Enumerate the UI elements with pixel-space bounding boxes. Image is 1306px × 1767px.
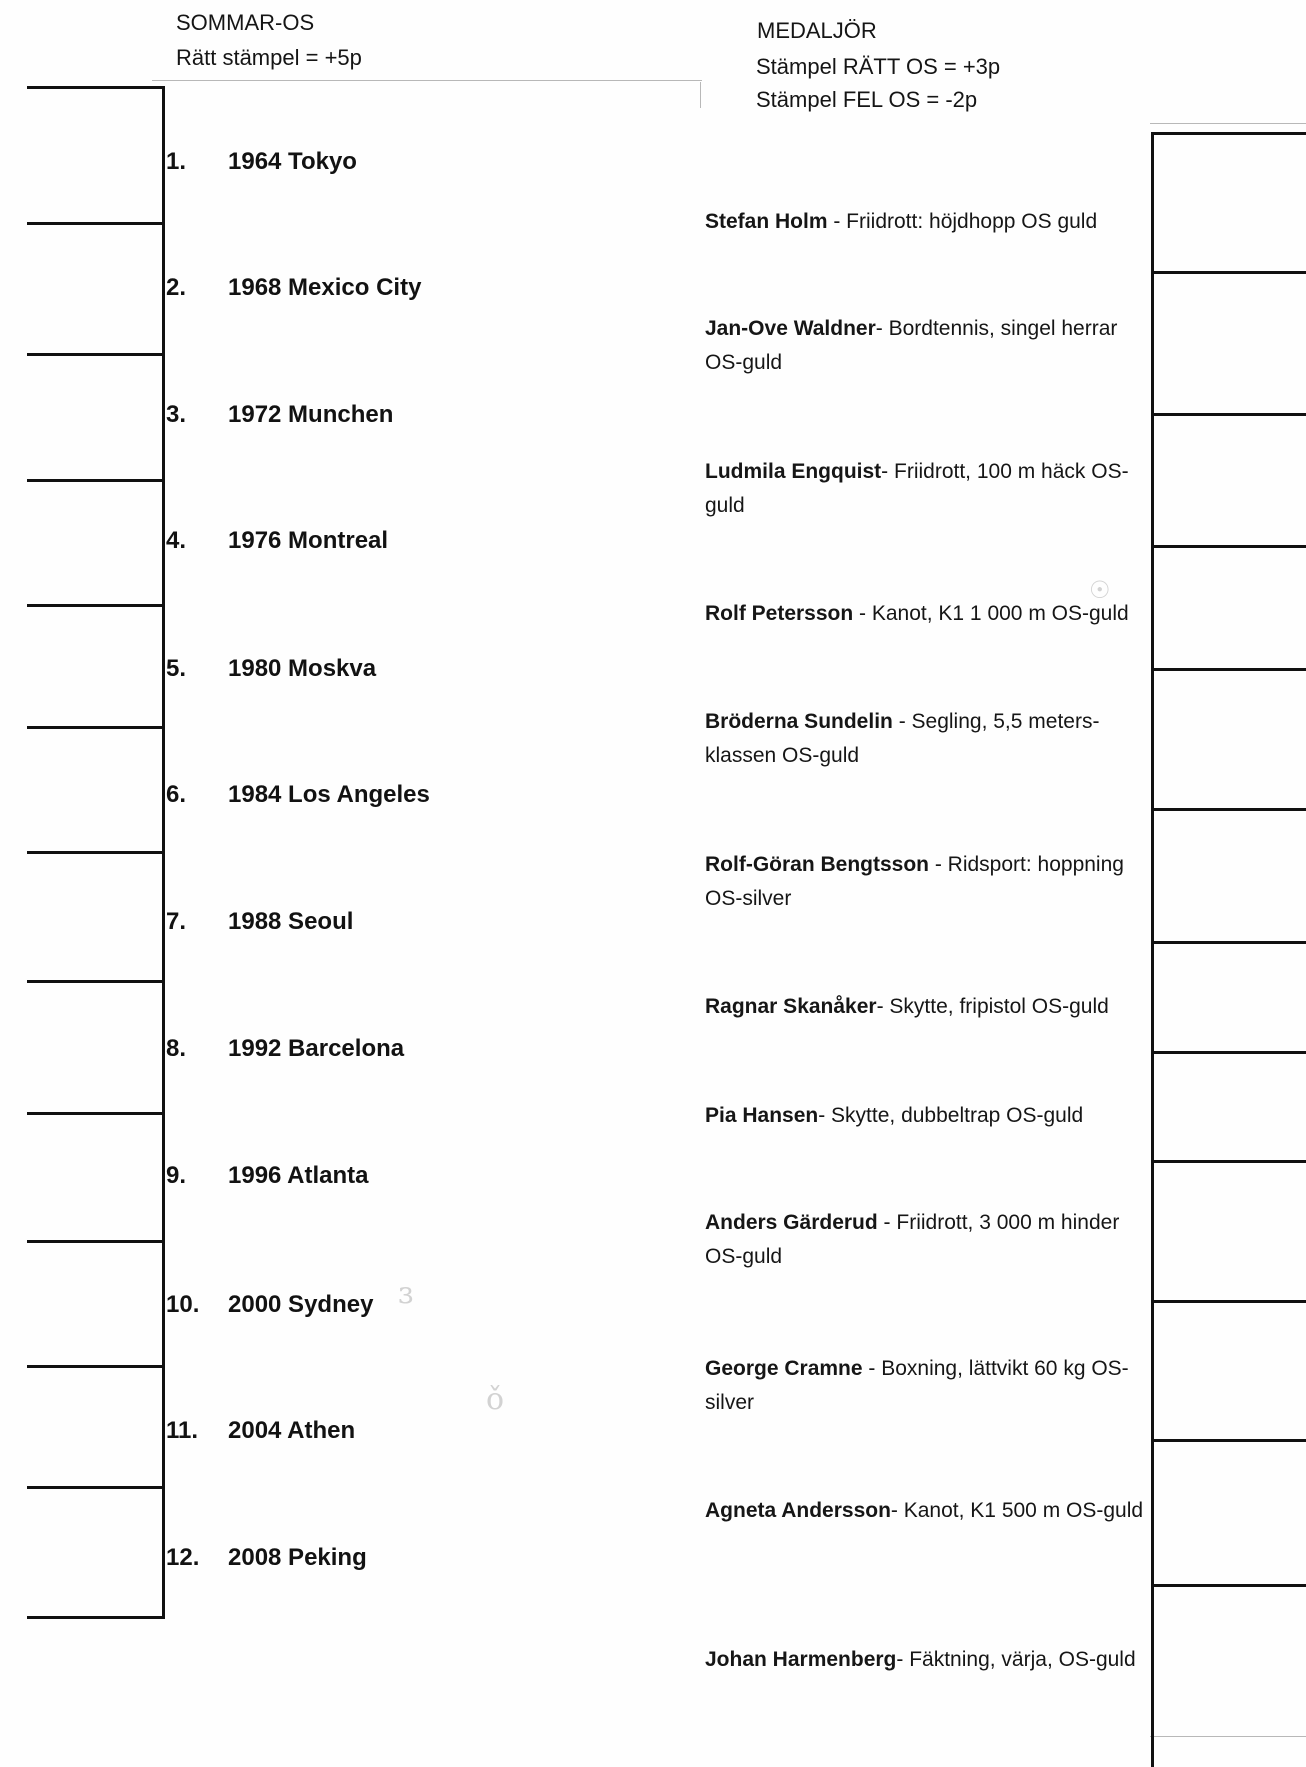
game-name: 1968 Mexico City	[228, 274, 422, 301]
games-list-item	[166, 1159, 369, 1193]
game-number: 2.	[166, 274, 187, 301]
left-stamp-box-line	[27, 604, 163, 607]
medalist-list-item	[705, 455, 1150, 523]
left-stamp-box-line	[27, 1112, 163, 1115]
medalist-name: Stefan Holm	[705, 210, 828, 233]
medalist-description: - Boxning, lättvikt 60 kg OS-silver	[705, 1357, 1129, 1414]
games-list-item	[166, 1541, 367, 1575]
medalist-name: George Cramne	[705, 1357, 863, 1380]
game-number: 12.	[166, 1544, 200, 1571]
game-name: 1988 Seoul	[228, 908, 354, 935]
right-stamp-box-line	[1151, 132, 1306, 135]
right-section-title: MEDALJÖR	[757, 18, 877, 43]
medalist-list-item	[705, 1494, 1150, 1528]
medalist-name: Ludmila Engquist	[705, 460, 882, 483]
medalist-list-item	[705, 848, 1150, 916]
medalist-name: Bröderna Sundelin	[705, 710, 893, 733]
games-list-item	[166, 1414, 355, 1448]
medalist-name: Agneta Andersson	[705, 1499, 891, 1522]
medalist-name: Rolf-Göran Bengtsson	[705, 853, 929, 876]
game-name: 1976 Montreal	[228, 527, 389, 554]
left-stamp-box-line	[27, 851, 163, 854]
games-list-item	[166, 1288, 373, 1322]
game-number: 8.	[166, 1035, 187, 1062]
games-list-item	[166, 652, 376, 686]
game-number: 11.	[166, 1417, 199, 1444]
left-stamp-box-line	[27, 222, 163, 225]
game-number: 6.	[166, 781, 187, 808]
right-stamp-box-line	[1151, 1051, 1306, 1054]
game-name: 2004 Athen	[228, 1417, 356, 1444]
medalist-description: - Kanot, K1 500 m OS-guld	[890, 1499, 1144, 1522]
left-stamp-box-line	[27, 86, 163, 89]
right-stamp-box-line	[1151, 1300, 1306, 1303]
medalist-description: - Skytte, dubbeltrap OS-guld	[818, 1104, 1084, 1127]
left-stamp-box-line	[27, 1365, 163, 1368]
medalist-list-item	[705, 1206, 1150, 1274]
right-stamp-box-line	[1151, 808, 1306, 811]
medalist-list-item	[705, 990, 1150, 1024]
medalist-description: - Friidrott, 100 m häck OS-guld	[705, 460, 1129, 517]
game-name: 1980 Moskva	[228, 655, 377, 682]
medalist-description: - Friidrott: höjdhopp OS guld	[827, 210, 1098, 233]
scan-smudge-mark: ☉	[1089, 576, 1111, 604]
right-stamp-column-divider	[1151, 132, 1154, 1767]
medalist-list-item	[705, 1099, 1150, 1133]
left-stamp-box-line	[27, 353, 163, 356]
left-top-faint-line	[152, 80, 702, 81]
right-stamp-box-line	[1151, 545, 1306, 548]
games-list-item	[166, 1032, 404, 1066]
medalist-name: Pia Hansen	[705, 1104, 819, 1127]
game-name: 2000 Sydney	[228, 1291, 374, 1318]
medalist-list-item	[705, 205, 1150, 239]
game-name: 1964 Tokyo	[228, 148, 357, 175]
game-number: 5.	[166, 655, 187, 682]
game-name: 1996 Atlanta	[228, 1162, 369, 1189]
medalist-list-item	[705, 597, 1150, 631]
scan-smudge-mark: ǒ	[486, 1382, 505, 1417]
medalist-name: Anders Gärderud	[705, 1211, 878, 1234]
game-number: 4.	[166, 527, 187, 554]
medalist-name: Johan Harmenberg	[705, 1648, 897, 1671]
left-score-rule: Rätt stämpel = +5p	[176, 45, 362, 70]
left-stamp-box-line	[27, 1240, 163, 1243]
scan-smudge-mark: ɜ	[398, 1276, 414, 1311]
right-stamp-box-line	[1151, 271, 1306, 274]
game-name: 1992 Barcelona	[228, 1035, 405, 1062]
medalist-description: - Fäktning, värja, OS-guld	[896, 1648, 1136, 1671]
game-number: 1.	[166, 148, 187, 175]
medalist-description: - Skytte, fripistol OS-guld	[876, 995, 1109, 1018]
right-top-faint-line	[1150, 123, 1306, 124]
left-section-title: SOMMAR-OS	[176, 10, 315, 35]
right-bottom-faint-line	[1150, 1736, 1306, 1737]
medalist-list-item	[705, 312, 1150, 380]
game-number: 10.	[166, 1291, 200, 1318]
medalist-description: - Kanot, K1 1 000 m OS-guld	[853, 602, 1129, 625]
games-list-item	[166, 271, 421, 305]
games-list-item	[166, 524, 388, 558]
right-stamp-box-line	[1151, 941, 1306, 944]
games-list-item	[166, 145, 357, 179]
right-score-correct: Stämpel RÄTT OS = +3p	[756, 54, 1001, 79]
game-number: 9.	[166, 1162, 187, 1189]
game-name: 2008 Peking	[228, 1544, 367, 1571]
medalist-list-item	[705, 1352, 1150, 1420]
medalist-description: - Friidrott, 3 000 m hinder OS-guld	[705, 1211, 1120, 1268]
game-name: 1972 Munchen	[228, 401, 394, 428]
game-number: 7.	[166, 908, 187, 935]
game-number: 3.	[166, 401, 187, 428]
games-list-item	[166, 905, 353, 939]
right-stamp-box-line	[1151, 413, 1306, 416]
left-stamp-box-line	[27, 1616, 163, 1619]
right-stamp-box-line	[1151, 1439, 1306, 1442]
medalist-description: - Ridsport: hoppning OS-silver	[705, 853, 1124, 910]
medalist-description: - Segling, 5,5 meters-klassen OS-guld	[705, 710, 1100, 767]
left-stamp-box-line	[27, 479, 163, 482]
left-stamp-box-line	[27, 1486, 163, 1489]
game-name: 1984 Los Angeles	[228, 781, 430, 808]
games-list-item	[166, 778, 430, 812]
center-faint-tick	[700, 82, 701, 108]
medalist-list-item	[705, 1643, 1150, 1677]
right-stamp-box-line	[1151, 1160, 1306, 1163]
medalist-name: Ragnar Skanåker	[705, 995, 877, 1018]
medalist-description: - Bordtennis, singel herrar OS-guld	[705, 317, 1118, 374]
medalist-list-item	[705, 705, 1150, 773]
medalist-name: Jan-Ove Waldner	[705, 317, 876, 340]
games-list-item	[166, 398, 393, 432]
left-stamp-box-line	[27, 726, 165, 729]
left-stamp-box-line	[27, 980, 163, 983]
right-stamp-box-line	[1151, 668, 1306, 671]
medalist-name: Rolf Petersson	[705, 602, 854, 625]
right-score-wrong: Stämpel FEL OS = -2p	[756, 87, 978, 112]
right-stamp-box-line	[1151, 1584, 1306, 1587]
